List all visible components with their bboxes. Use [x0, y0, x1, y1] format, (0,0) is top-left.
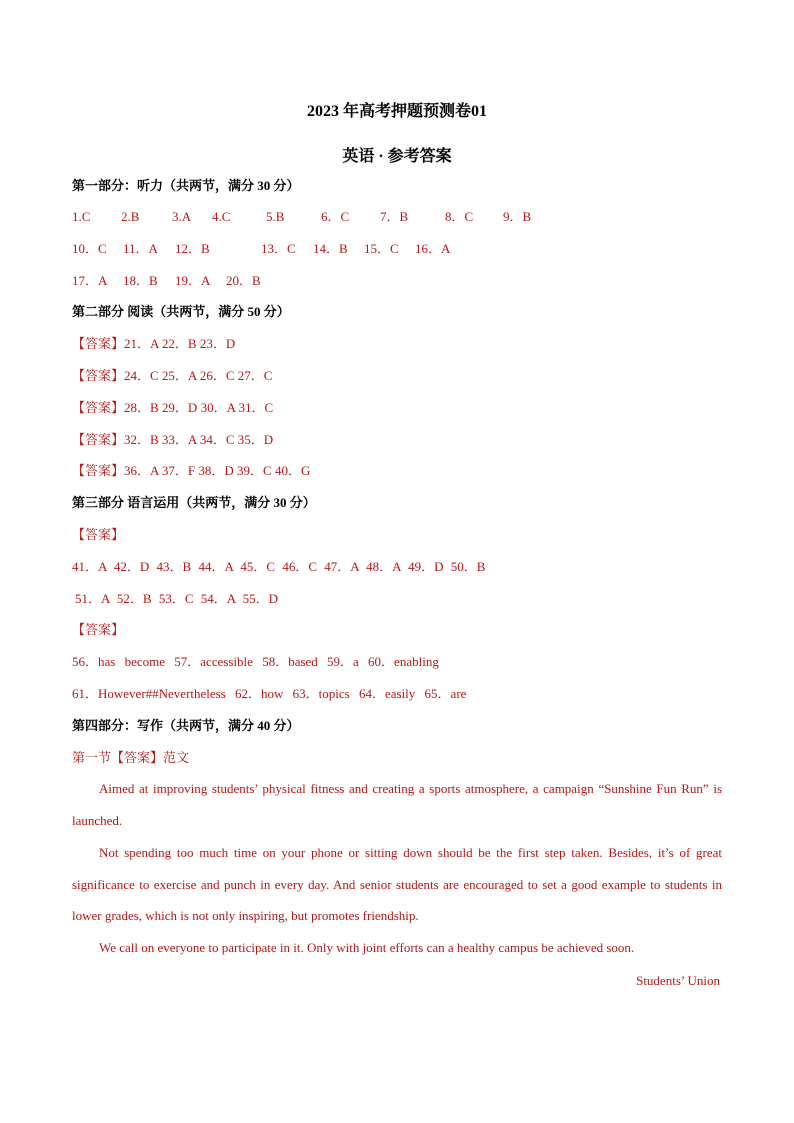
answer-item: 8．C: [445, 209, 474, 224]
answer-item: 10．C: [72, 241, 107, 256]
page-title: 2023 年高考押题预测卷01: [306, 103, 487, 120]
essay-paragraph: Aimed at improving students’ physical fitness and creating a sports atmosphere, a campaign “Sunshine Fun Run” is launched.: [72, 781, 722, 828]
answer-item: 19．A: [175, 273, 211, 288]
answer-item: 17．A: [72, 273, 108, 288]
answer-item: 9．B: [503, 209, 532, 224]
part1-heading: 第一部分：听力（共两节，满分 30 分）: [72, 178, 300, 193]
answer-item: 2.B: [121, 209, 140, 224]
part2-heading: 第二部分 阅读（共两节，满分 50 分）: [72, 304, 290, 319]
part2-answer-row: 【答案】28．B 29．D 30．A 31．C: [72, 400, 274, 415]
answer-item: 12．B: [175, 241, 210, 256]
answer-item: 14．B: [313, 241, 348, 256]
part2-answer-row: 【答案】36．A 37．F 38．D 39．C 40．G: [72, 463, 311, 478]
part2-answer-row: 【答案】21．A 22．B 23．D: [72, 336, 236, 351]
answer-item: 16．A: [415, 241, 451, 256]
answer-tag: 【答案】: [72, 463, 125, 478]
answer-tag: 【答案】: [72, 622, 125, 637]
essay-paragraph: Not spending too much time on your phone or sitting down should be the first step taken. Besides, it’s of great significance to exercise and punch in every day. And senior students are encouraged to set a good example to students in lower grades, which is not only inspiring, but promotes friendship.: [72, 845, 722, 923]
answer-tag: 【答案】: [72, 368, 125, 383]
writing-section-label: 第一节【答案】范文: [72, 750, 190, 765]
part3-answer-row: 56．has become 57．accessible 58．based 59．a 60．enabling: [72, 654, 439, 669]
answer-item: 4.C: [212, 209, 231, 224]
answer-tag: 【答案】: [72, 527, 125, 542]
part2-answer-row: 【答案】32．B 33．A 34．C 35．D: [72, 432, 274, 447]
essay-paragraph: We call on everyone to participate in it. Only with joint efforts can a healthy campus be achieved soon.: [99, 940, 635, 955]
answer-item: 18．B: [123, 273, 158, 288]
answer-item: 13．C: [261, 241, 296, 256]
page-subtitle: 英语 · 参考答案: [342, 148, 452, 165]
essay-signature: Students’ Union: [636, 973, 720, 988]
part3-answer-row: 61．However##Nevertheless 62．how 63．topics 64．easily 65．are: [72, 686, 467, 701]
answer-item: 5.B: [266, 209, 285, 224]
answer-item: 7．B: [380, 209, 409, 224]
answer-item: 3.A: [172, 209, 192, 224]
part2-answer-row: 【答案】24．C 25．A 26．C 27．C: [72, 368, 273, 383]
answer-tag: 【答案】: [72, 336, 125, 351]
part3-answer-row: 41．A 42．D 43．B 44．A 45．C 46．C 47．A 48．A 49．D 50．B: [72, 559, 486, 574]
answer-tag: 【答案】: [72, 400, 125, 415]
part3-answer-row: 51．A 52．B 53．C 54．A 55．D: [75, 591, 279, 606]
answer-item: 11．A: [123, 241, 158, 256]
part4-heading: 第四部分：写作（共两节，满分 40 分）: [72, 718, 300, 733]
part3-heading: 第三部分 语言运用（共两节，满分 30 分）: [72, 495, 316, 510]
answer-item: 15．C: [364, 241, 399, 256]
answer-item: 1.C: [72, 209, 91, 224]
answer-item: 6．C: [321, 209, 350, 224]
answer-tag: 【答案】: [72, 432, 125, 447]
answer-item: 20．B: [226, 273, 261, 288]
